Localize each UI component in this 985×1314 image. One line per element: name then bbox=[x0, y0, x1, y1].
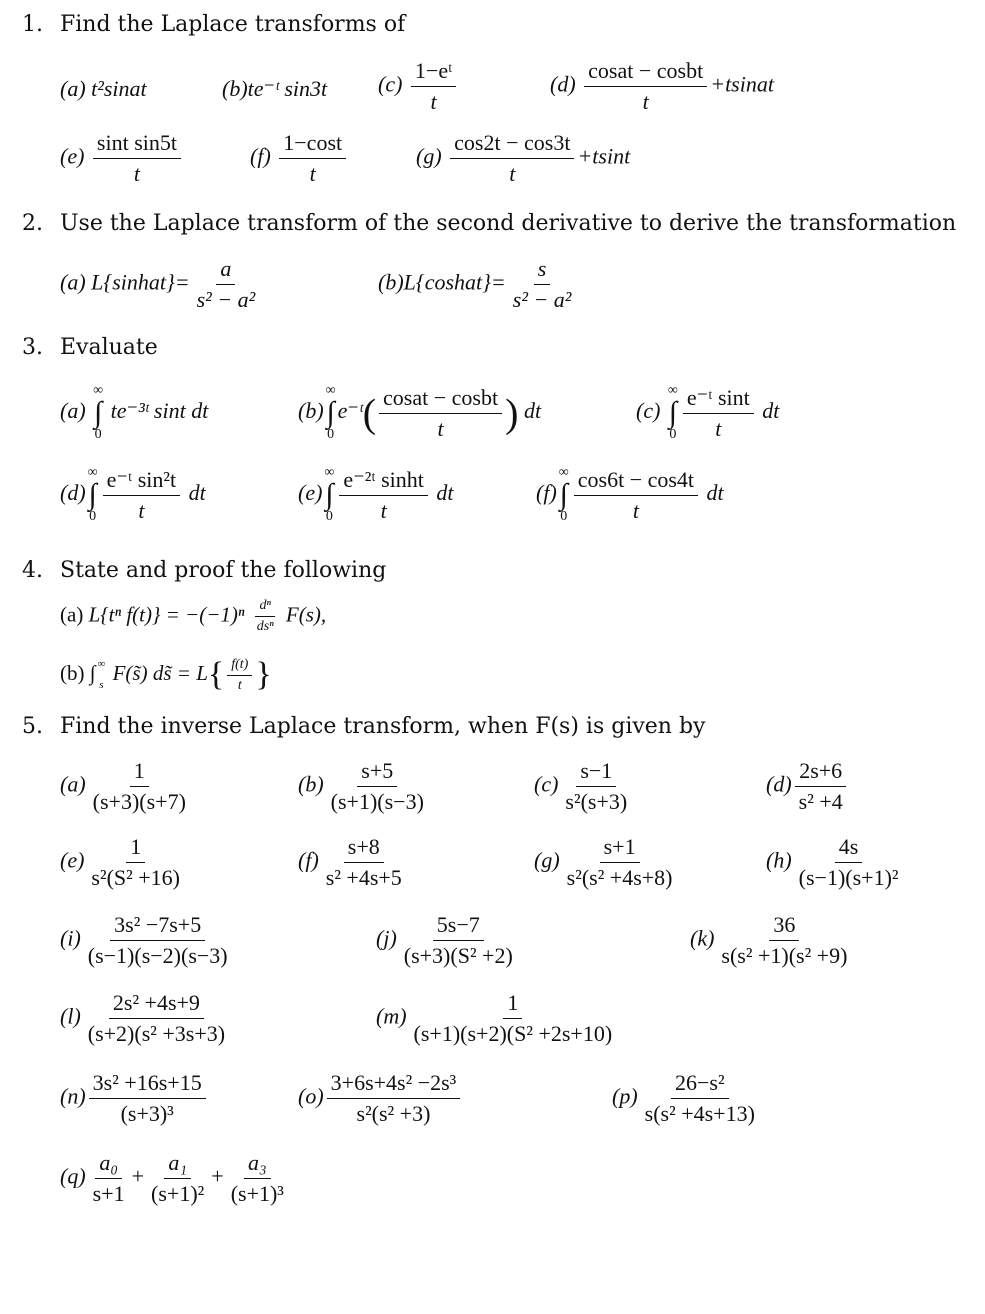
q5-item-g: (g) $\frac{s+1}{\text{s²(s² +4s+8)}}$ bbox=[534, 834, 680, 891]
question-3 bbox=[22, 335, 158, 360]
question-number: 4. bbox=[22, 558, 43, 583]
integral-sign: ∞ ∫ 0 bbox=[324, 465, 335, 524]
q5-item-m: (m) $\frac{1}{\text{(s+1)(s+2)(S² +2s+10)}}$ bbox=[376, 990, 619, 1047]
q5-item-n: (n) $\frac{\text{3s² +16s+15}}{\text{(s+3)³}}$ bbox=[60, 1070, 209, 1127]
q4-item-a: (a) L{tⁿ f(t)} = −(−1)ⁿ $\frac{\text{dⁿ}}{\text{dsⁿ}}$ F(s), bbox=[60, 598, 327, 634]
q5-item-c: (c) $\frac{s-1}{\text{s²(s+3)}}$ bbox=[534, 758, 634, 815]
question-text: Find the Laplace transforms of bbox=[60, 12, 406, 37]
q5-item-o: (o) $\frac{\text{3+6s+4s² −2s³}}{\text{s²(s² +3)}}$ bbox=[298, 1070, 463, 1127]
q5-item-b: (b) $\frac{s+5}{(s+1)(s-3)}$ bbox=[298, 758, 431, 815]
fraction: $\frac{1}{(s+3)(s+7)}$ bbox=[92, 758, 186, 814]
fraction: $\frac{\text{2s² +4s+9}}{\text{(s+2)(s² +3s+3)}}$ bbox=[87, 990, 226, 1046]
integral-sign: ∞ ∫ 0 bbox=[667, 383, 678, 442]
q1-item-g: (g) $\frac{\cos 2t - \cos 3t}{t}$ +tsint bbox=[416, 130, 631, 186]
q1-item-e: (e) $\frac{\text{sint sin5t}}{t}$ bbox=[60, 130, 184, 187]
integral-sign: ∞ ∫ 0 bbox=[325, 383, 336, 442]
question-number: 1. bbox=[22, 12, 43, 37]
fraction: $\frac{\text{cosat − cosbt}}{t}$ bbox=[584, 58, 707, 115]
fraction: $\frac{4s}{\text{(s−1)(s+1)²}}$ bbox=[798, 834, 899, 890]
question-number: 2. bbox=[22, 211, 43, 236]
integral-sign: ∞ ∫ 0 bbox=[87, 465, 98, 524]
fraction: $\frac{\cos 6t - \cos 4t}{t}$ bbox=[574, 467, 698, 524]
fraction: $\frac{\text{3+6s+4s² −2s³}}{\text{s²(s² +3)}}$ bbox=[327, 1070, 461, 1127]
fraction: $\frac{\text{26−s²}}{\text{s(s² +4s+13)}}$ bbox=[644, 1070, 755, 1126]
integral-sign: ∞ ∫ 0 bbox=[93, 383, 104, 442]
q3-item-b: (b) ∞ ∫ 0 e⁻ᵗ( $\frac{\text{cosat − cosbt}}{t}$ ) dt bbox=[298, 383, 542, 442]
fraction: $\frac{2s+6}{\text{s² +4}}$ bbox=[795, 758, 847, 815]
q2-item-b: (b)L{coshat}= $\frac{s}{\text{s² − a²}}$ bbox=[378, 256, 578, 313]
q3-item-f: (f) ∞ ∫ 0 $\frac{\cos 6t - \cos 4t}{t}$ dt bbox=[536, 465, 724, 524]
q3-item-e: (e) ∞ ∫ 0 $\frac{\text{e⁻²ᵗ sinht}}{t}$ dt bbox=[298, 465, 454, 524]
q5-item-q: (q) $\frac{\text{a₀}}{s+1}$ + $\frac{\text{a₁}}{\text{(s+1)²}}$ + $\frac{\text{a₃}}{\text{(s+1)³}}$ bbox=[60, 1150, 291, 1207]
q5-item-i: (i) $\frac{\text{3s² −7s+5}}{(s-1)(s-2)(s-3)}$ bbox=[60, 912, 235, 969]
fraction: $\frac{s+5}{(s+1)(s-3)}$ bbox=[330, 758, 424, 814]
fraction: $\frac{\text{dⁿ}}{\text{dsⁿ}}$ bbox=[256, 598, 274, 634]
q1-item-f: (f) $\frac{1-\cos t}{t}$ bbox=[250, 130, 349, 187]
question-text: Use the Laplace transform of the second derivative to derive the transformation bbox=[60, 211, 957, 236]
fraction: $\frac{\cos 2t - \cos 3t}{t}$ bbox=[450, 130, 574, 187]
fraction: $\frac{s+1}{\text{s²(s² +4s+8)}}$ bbox=[566, 834, 673, 890]
fraction: $\frac{\text{e⁻ᵗ sint}}{t}$ bbox=[683, 385, 754, 442]
fraction: $\frac{\text{e⁻²ᵗ sinht}}{t}$ bbox=[339, 467, 427, 524]
fraction: $\frac{s+8}{\text{s² +4s+5}}$ bbox=[325, 834, 402, 890]
q5-item-p: (p) $\frac{\text{26−s²}}{\text{s(s² +4s+13)}}$ bbox=[612, 1070, 762, 1127]
fraction: $\frac{f(t)}{t}$ bbox=[227, 657, 252, 694]
question-number: 5. bbox=[22, 714, 43, 739]
fraction: $\frac{s}{\text{s² − a²}}$ bbox=[512, 256, 572, 312]
fraction: $\frac{\text{a₁}}{\text{(s+1)²}}$ bbox=[151, 1150, 205, 1206]
question-text: Find the inverse Laplace transform, when F(s) is given by bbox=[60, 714, 706, 739]
fraction: $\frac{5s-7}{\text{(s+3)(S² +2)}}$ bbox=[403, 912, 513, 968]
question-text: Evaluate bbox=[60, 335, 158, 360]
question-5 bbox=[22, 714, 705, 739]
fraction: $\frac{a}{\text{s² − a²}}$ bbox=[196, 256, 256, 312]
q3-item-a: (a) ∞ ∫ 0 te⁻³ᵗ sint dt bbox=[60, 383, 209, 442]
fraction: $\frac{\text{cosat − cosbt}}{t}$ bbox=[379, 385, 502, 442]
question-number: 3. bbox=[22, 335, 43, 360]
q1-item-b: (b)te⁻ᵗ sin3t bbox=[222, 76, 328, 101]
fraction: $\frac{\text{a₀}}{s+1}$ bbox=[92, 1150, 125, 1206]
q5-item-e: (e) $\frac{1}{\text{s²(S² +16)}}$ bbox=[60, 834, 187, 891]
q5-item-l: (l) $\frac{\text{2s² +4s+9}}{\text{(s+2)(s² +3s+3)}}$ bbox=[60, 990, 232, 1047]
q3-item-c: (c) ∞ ∫ 0 $\frac{\text{e⁻ᵗ sint}}{t}$ dt bbox=[636, 383, 780, 442]
integral-limits: ∞ s bbox=[97, 658, 106, 691]
question-4 bbox=[22, 558, 386, 583]
fraction: $\frac{36}{\text{s(s² +1)(s² +9)}}$ bbox=[721, 912, 848, 968]
q1-item-c: (c) $\frac{\text{1−eᵗ}}{t}$ bbox=[378, 58, 459, 115]
fraction: $\frac{\text{a₃}}{\text{(s+1)³}}$ bbox=[230, 1150, 284, 1206]
q5-item-j: (j) $\frac{5s-7}{\text{(s+3)(S² +2)}}$ bbox=[376, 912, 520, 969]
fraction: $\frac{\text{3s² +16s+15}}{\text{(s+3)³}}$ bbox=[89, 1070, 206, 1127]
q5-item-k: (k) $\frac{36}{\text{s(s² +1)(s² +9)}}$ bbox=[690, 912, 854, 969]
fraction: $\frac{1-\cos t}{t}$ bbox=[279, 130, 346, 187]
q1-item-d: (d) $\frac{\text{cosat − cosbt}}{t}$ +tsinat bbox=[550, 58, 774, 114]
question-1 bbox=[22, 12, 405, 37]
q5-item-d: (d) $\frac{2s+6}{\text{s² +4}}$ bbox=[766, 758, 850, 815]
q5-item-a: (a) $\frac{1}{(s+3)(s+7)}$ bbox=[60, 758, 193, 815]
q5-item-f: (f) $\frac{s+8}{\text{s² +4s+5}}$ bbox=[298, 834, 409, 891]
fraction: $\frac{\text{e⁻ᵗ sin²t}}{t}$ bbox=[103, 467, 180, 524]
fraction: $\frac{1}{\text{(s+1)(s+2)(S² +2s+10)}}$ bbox=[413, 990, 613, 1046]
q5-item-h: (h) $\frac{4s}{\text{(s−1)(s+1)²}}$ bbox=[766, 834, 906, 891]
question-2 bbox=[22, 211, 956, 236]
fraction: $\frac{s-1}{\text{s²(s+3)}}$ bbox=[565, 758, 628, 814]
fraction: $\frac{\text{3s² −7s+5}}{(s-1)(s-2)(s-3)}$ bbox=[87, 912, 228, 968]
q2-item-a: (a) L{sinhat}= $\frac{a}{\text{s² − a²}}$ bbox=[60, 256, 262, 313]
fraction: $\frac{1}{\text{s²(S² +16)}}$ bbox=[91, 834, 180, 890]
q3-item-d: (d) ∞ ∫ 0 $\frac{\text{e⁻ᵗ sin²t}}{t}$ dt bbox=[60, 465, 206, 524]
fraction: $\frac{\text{sint sin5t}}{t}$ bbox=[93, 130, 181, 187]
q1-item-a: (a) t²sinat bbox=[60, 76, 147, 101]
q4-item-b: (b) ∫ ∞ s F(s̃) ds̃ = L{ $\frac{f(t)}{t}$ } bbox=[60, 656, 272, 693]
fraction: $\frac{\text{1−eᵗ}}{t}$ bbox=[411, 58, 456, 115]
integral-sign: ∞ ∫ 0 bbox=[558, 465, 569, 524]
question-text: State and proof the following bbox=[60, 558, 387, 583]
